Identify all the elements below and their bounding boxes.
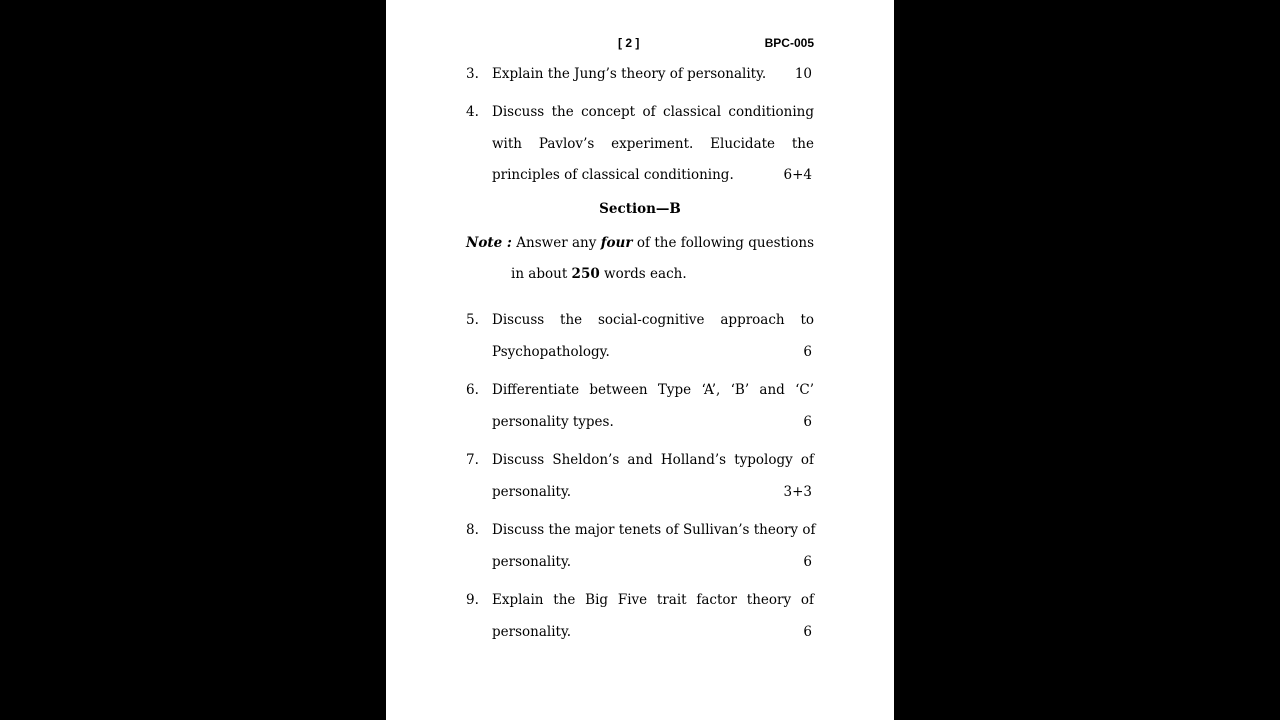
question-text-line: personality types.: [492, 414, 614, 430]
question-text-line: Differentiate between Type ‘A’, ‘B’ and ‘C’: [492, 382, 814, 398]
note-line: [511, 266, 687, 282]
question-marks: 6+4: [783, 167, 812, 183]
question-number: 8.: [466, 522, 479, 538]
question-text-line: personality.: [492, 484, 572, 500]
question-marks: 6: [803, 414, 812, 430]
question-number: 3.: [466, 66, 479, 82]
question-number: 6.: [466, 382, 479, 398]
page-number: [ 2 ]: [618, 36, 640, 50]
question-text-line: Discuss the major tenets of Sullivan’s theory of: [492, 522, 816, 538]
section-title: Section—B: [599, 201, 681, 217]
question-text-line: Discuss the social-cognitive approach to: [492, 312, 814, 328]
note-text: Answer any: [516, 235, 597, 251]
course-code: BPC-005: [764, 36, 814, 50]
question-text-line: personality.: [492, 554, 572, 570]
question-text-line: principles of classical conditioning.: [492, 167, 734, 183]
note-line: [466, 235, 814, 251]
question-text-line: personality.: [492, 624, 572, 640]
question-number: 4.: [466, 104, 479, 120]
note-text: in about: [511, 266, 568, 282]
question-marks: 6: [803, 344, 812, 360]
exam-page: [386, 0, 894, 720]
note-emphasis: four: [600, 235, 633, 251]
note-emphasis: 250: [571, 266, 600, 282]
question-number: 9.: [466, 592, 479, 608]
page-header: [386, 36, 894, 54]
question-number: 5.: [466, 312, 479, 328]
question-marks: 10: [794, 66, 812, 82]
question-text-line: Psychopathology.: [492, 344, 610, 360]
question-marks: 3+3: [783, 484, 812, 500]
question-number: 7.: [466, 452, 479, 468]
question-marks: 6: [803, 554, 812, 570]
note-text: of the following questions: [636, 235, 815, 251]
note-label: Note :: [466, 235, 512, 251]
question-text-line: Explain the Jung’s theory of personality.: [492, 66, 767, 82]
question-text-line: Discuss the concept of classical conditioning: [492, 104, 814, 120]
question-marks: 6: [803, 624, 812, 640]
note-text: words each.: [604, 266, 687, 282]
question-text-line: with Pavlov’s experiment. Elucidate the: [492, 136, 814, 152]
question-text-line: Explain the Big Five trait factor theory of: [492, 592, 814, 608]
question-text-line: Discuss Sheldon’s and Holland’s typology of: [492, 452, 814, 468]
